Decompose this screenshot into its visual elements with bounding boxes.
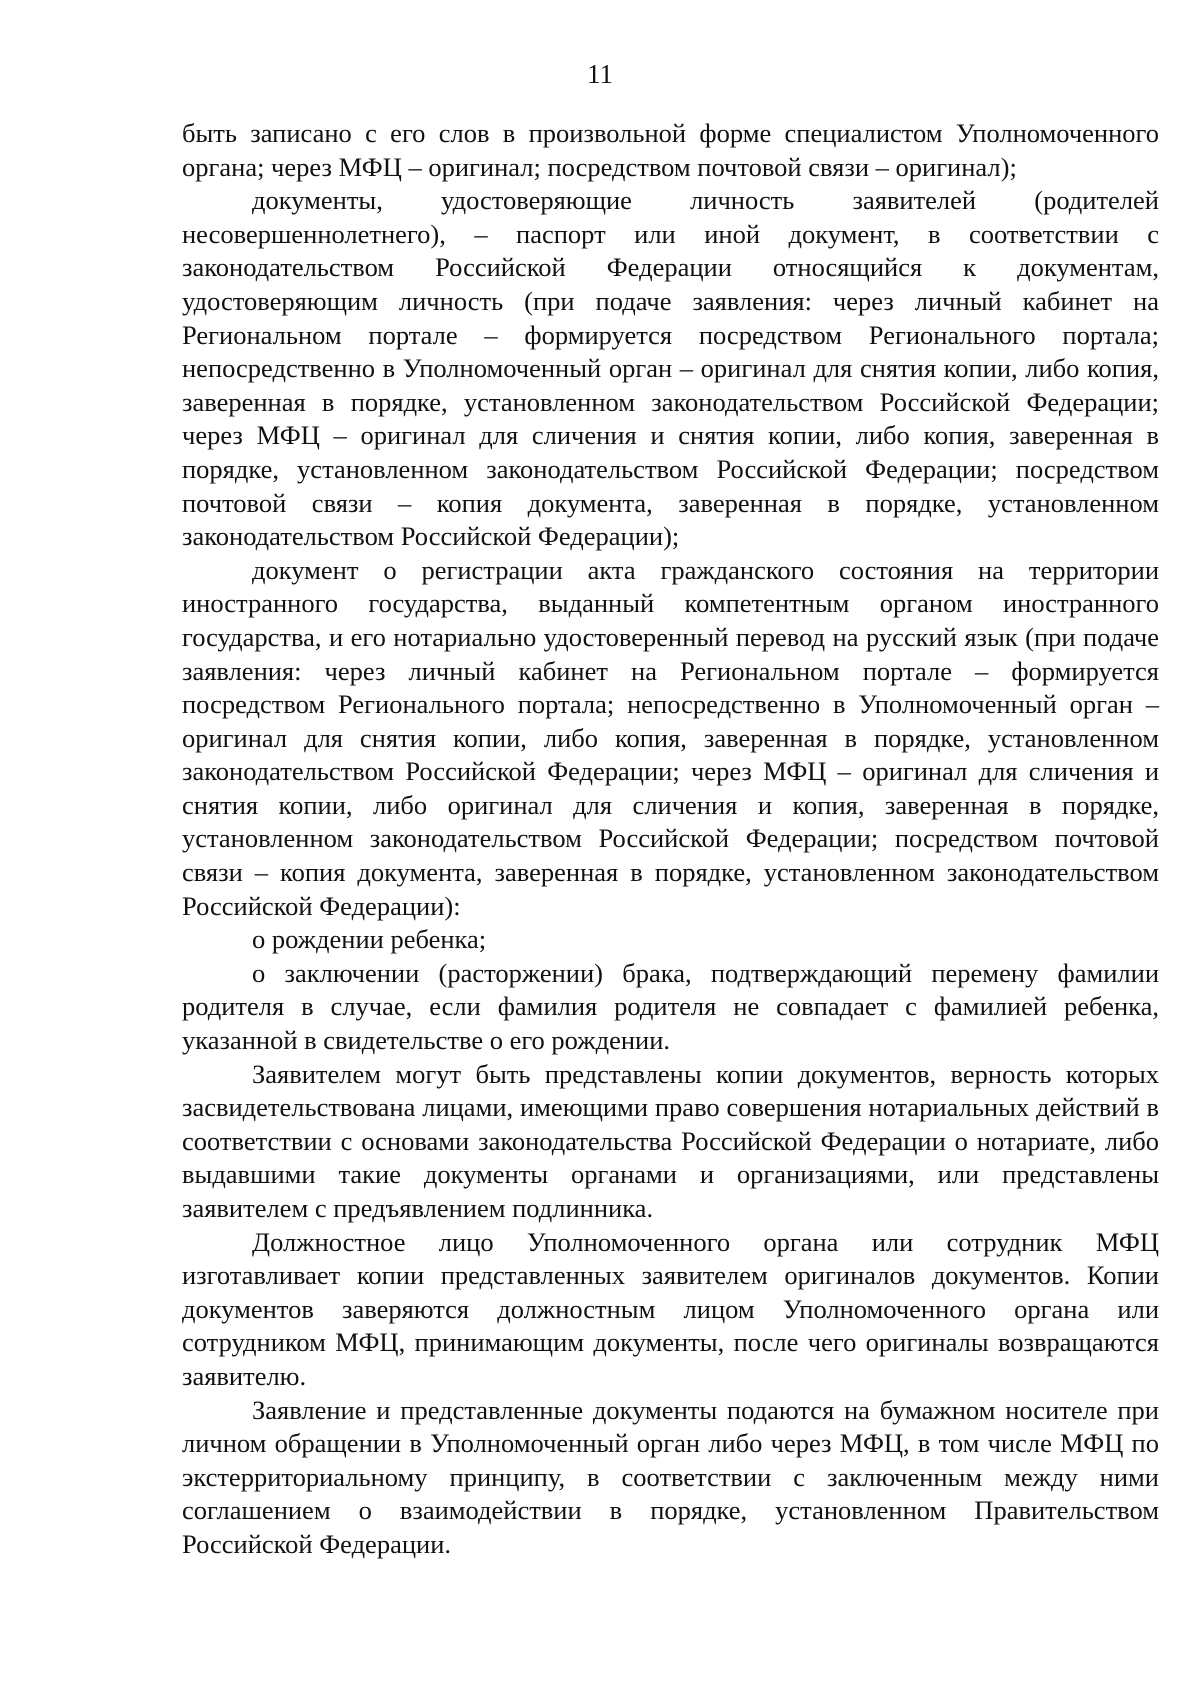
- paragraph: Должностное лицо Уполномоченного органа или сотрудник МФЦ изготавливает копии представленных заявителем оригиналов документов. Копии документов заверяются должностным лицом Уполномоченного органа или сотрудником МФЦ, принимающим документы, после чего оригиналы возвращаются заявителю.: [182, 1226, 1159, 1391]
- page-number: 11: [587, 59, 613, 89]
- paragraph: о заключении (расторжении) брака, подтверждающий перемену фамилии родителя в случае, если фамилия родителя не совпадает с фамилией ребенка, указанной в свидетельстве о его рождении.: [182, 957, 1159, 1056]
- paragraph: быть записано с его слов в произвольной форме специалистом Уполномоченного органа; через МФЦ – оригинал; посредством почтовой связи – оригинал);: [182, 118, 1159, 182]
- paragraph: документ о регистрации акта гражданского состояния на территории иностранного государства, выданный компетентным органом иностранного государства, и его нотариально удостоверенный перевод на русский язык (при подаче заявления: через личный кабинет на Региональном портале – формируется посредством Регионального портала; непосредственно в Уполномоченный орган – оригинал для снятия копии, либо копия, заверенная в порядке, установленном законодательством Российской Федерации; через МФЦ – оригинал для сличения и снятия копии, либо оригинал для сличения и копия, заверенная в порядке, установленном законодательством Российской Федерации; посредством почтовой связи – копия документа, заверенная в порядке, установленном законодательством Российской Федерации):: [182, 554, 1159, 921]
- paragraph: о рождении ребенка;: [252, 924, 487, 955]
- document-body: [182, 117, 1159, 1562]
- paragraph: Заявление и представленные документы подаются на бумажном носителе при личном обращении в Уполномоченный орган либо через МФЦ, в том числе МФЦ по экстерриториальному принципу, в соответствии с заключенным между ними соглашением о взаимодействии в порядке, установленном Правительством Российской Федерации.: [182, 1394, 1159, 1559]
- paragraph: документы, удостоверяющие личность заявителей (родителей несовершеннолетнего), – паспорт или иной документ, в соответствии с законодательством Российской Федерации относящийся к документам, удостоверяющим личность (при подаче заявления: через личный кабинет на Региональном портале – формируется посредством Регионального портала; непосредственно в Уполномоченный орган – оригинал для снятия копии, либо копия, заверенная в порядке, установленном законодательством Российской Федерации; через МФЦ – оригинал для сличения и снятия копии, либо копия, заверенная в порядке, установленном законодательством Российской Федерации; посредством почтовой связи – копия документа, заверенная в порядке, установленном законодательством Российской Федерации);: [182, 185, 1159, 552]
- paragraph: Заявителем могут быть представлены копии документов, верность которых засвидетельствована лицами, имеющими право совершения нотариальных действий в соответствии с основами законодательства Российской Федерации о нотариате, либо выдавшими такие документы органами и организациями, или представлены заявителем с предъявлением подлинника.: [182, 1058, 1159, 1223]
